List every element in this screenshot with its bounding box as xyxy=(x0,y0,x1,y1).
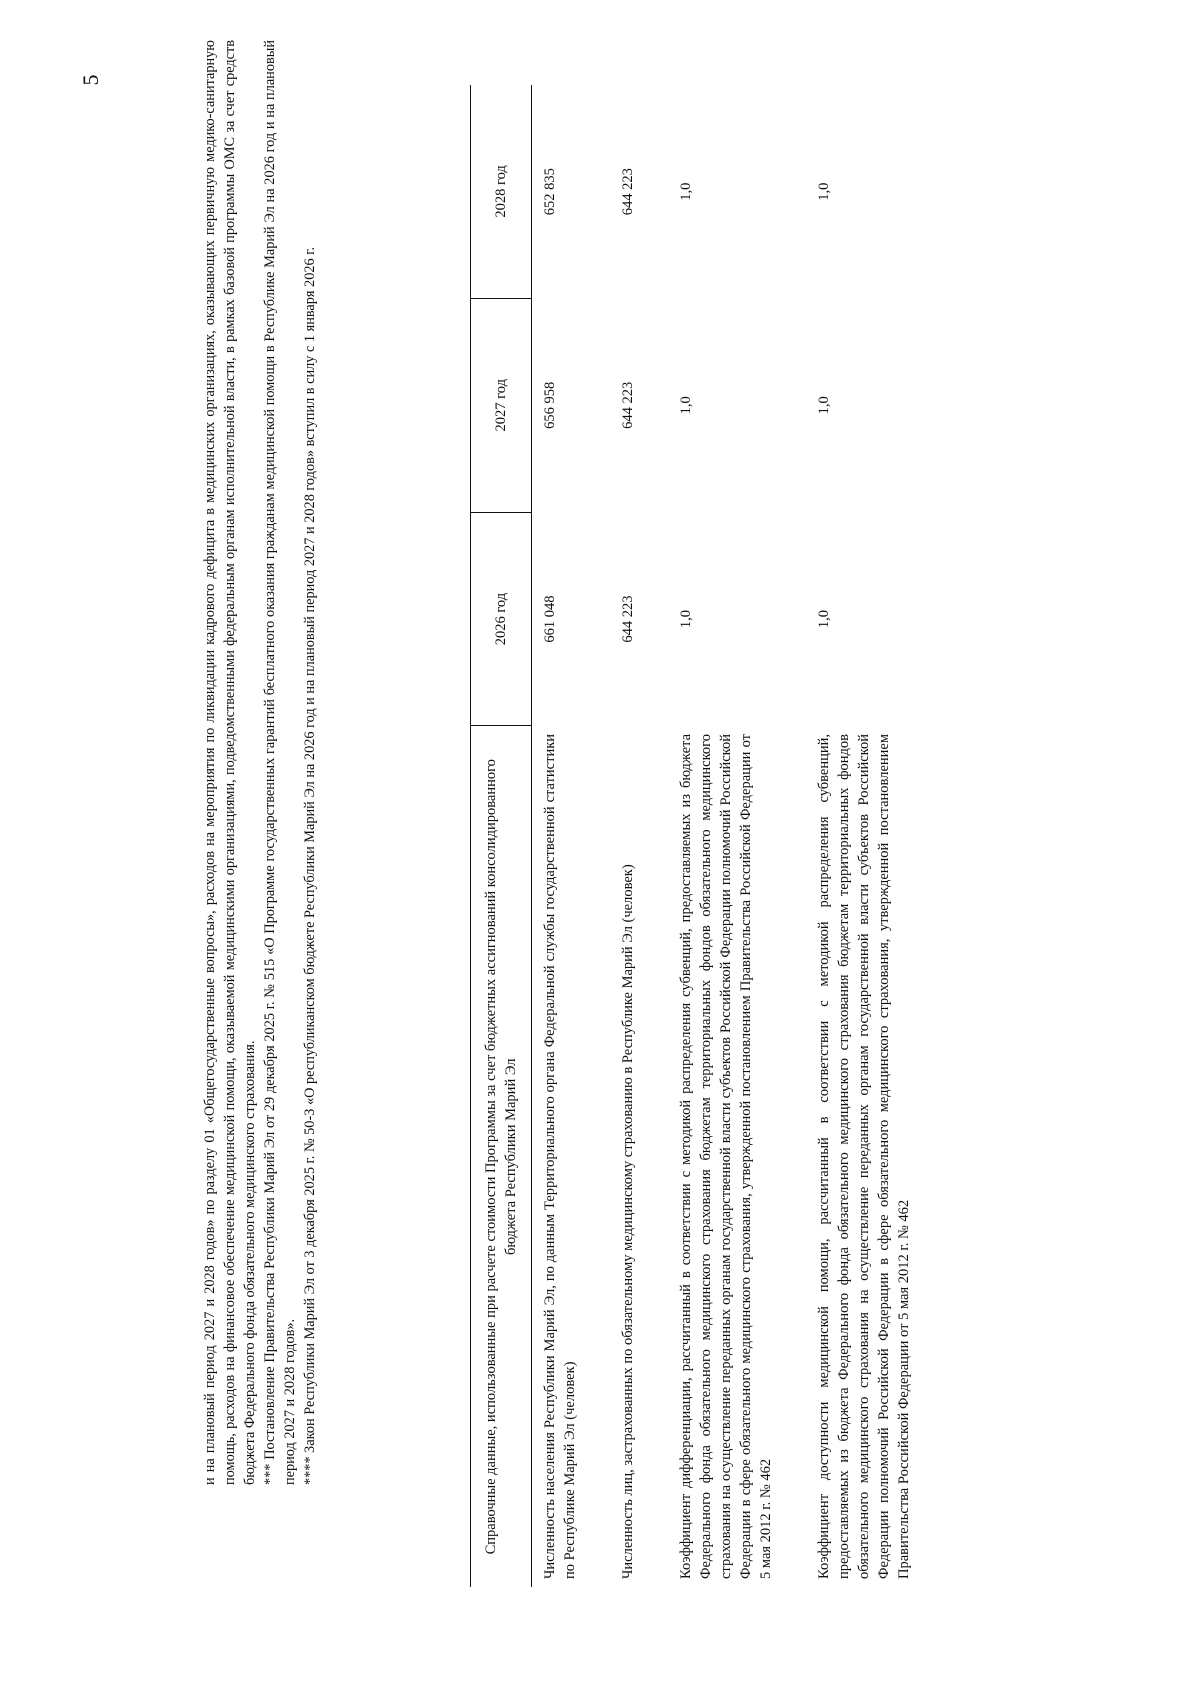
reference-data-table xyxy=(470,85,944,1587)
cell-2028: 652 835 xyxy=(542,168,558,216)
row-description: Численность лиц, застрахованных по обязательному медицинскому страхованию в Республике Марий Эл (человек) xyxy=(620,864,636,1579)
table-header-description: Справочные данные, использованные при расчете стоимости Программы за счет бюджетных ассигнований консолидированного бюджета Республики Марий Эл xyxy=(471,726,532,1587)
table-header-year-2026: 2026 год xyxy=(471,512,532,726)
table-row xyxy=(806,85,944,1587)
cell-2026: 1,0 xyxy=(678,610,694,629)
cell-2028: 1,0 xyxy=(816,182,832,201)
table-header-year-2028: 2028 год xyxy=(471,85,532,298)
row-description: Коэффициент доступности медицинской помощи, рассчитанный в соответствии с методикой распределения субвенций, предоставляемых из бюджета Федерального фонда обязательного медицинского страхования бюджетам территориальных фондов обязательного медицинского страхования на осуществление переданных органам государственной власти субъектов Российской Федерации полномочий Российской Федерации в сфере обязательного медицинского страхования, утвержденной постановлением Правительства Российской Федерации от 5 мая 2012 г. № 462 xyxy=(816,733,912,1579)
cell-2026: 661 048 xyxy=(542,595,558,643)
cell-2026: 644 223 xyxy=(620,595,636,643)
cell-2027: 644 223 xyxy=(620,381,636,429)
table-header-year-2027: 2027 год xyxy=(471,298,532,512)
cell-2028: 1,0 xyxy=(678,182,694,201)
table-header-row xyxy=(471,85,532,1587)
footnotes xyxy=(200,40,320,1485)
table-row xyxy=(610,85,668,1587)
cell-2028: 644 223 xyxy=(620,168,636,216)
cell-2027: 656 958 xyxy=(542,381,558,429)
cell-2027: 1,0 xyxy=(678,396,694,415)
cell-2027: 1,0 xyxy=(816,396,832,415)
footnote-quad-star: **** Закон Республики Марий Эл от 3 декабря 2025 г. № 50-З «О республиканском бюджете Республики Марий Эл на 2026 год и на плановый период 2027 и 2028 годов» вступил в силу с 1 января 2026 г. xyxy=(302,246,318,1485)
footnote-continuation: и на плановый период 2027 и 2028 годов» по разделу 01 «Общегосударственные вопросы», расходов на мероприятия по ликвидации кадрового дефицита в медицинских организациях, оказывающих первичную медико-санитарную помощь, расходов на финансовое обеспечение медицинской помощи, оказываемой медицинскими организациями, подведомственными федеральным органам исполнительной власти, в рамках базовой программы ОМС за счет средств бюджета Федерального фонда обязательного медицинского страхования. xyxy=(202,40,258,1485)
row-description: Численность населения Республики Марий Эл, по данным Территориального органа Федеральной службы государственной статистики по Республике Марий Эл (человек) xyxy=(542,733,578,1579)
cell-2026: 1,0 xyxy=(816,610,832,629)
footnote-triple-star: *** Постановление Правительства Республики Марий Эл от 29 декабря 2025 г. № 515 «О Программе государственных гарантий бесплатного оказания гражданам медицинской помощи в Республике Марий Эл на 2026 год и на плановый период 2027 и 2028 годов». xyxy=(262,40,298,1485)
table-row xyxy=(532,85,611,1587)
page-number: 5 xyxy=(78,74,103,86)
table-row xyxy=(668,85,806,1587)
row-description: Коэффициент дифференциации, рассчитанный в соответствии с методикой распределения субвенций, предоставляемых из бюджета Федерального фонда обязательного медицинского страхования бюджетам территориальных фондов обязательного медицинского страхования на осуществление переданных органам государственной власти субъектов Российской Федерации полномочий Российской Федерации в сфере обязательного медицинского страхования, утвержденной постановлением Правительства Российской Федерации от 5 мая 2012 г. № 462 xyxy=(678,733,774,1579)
